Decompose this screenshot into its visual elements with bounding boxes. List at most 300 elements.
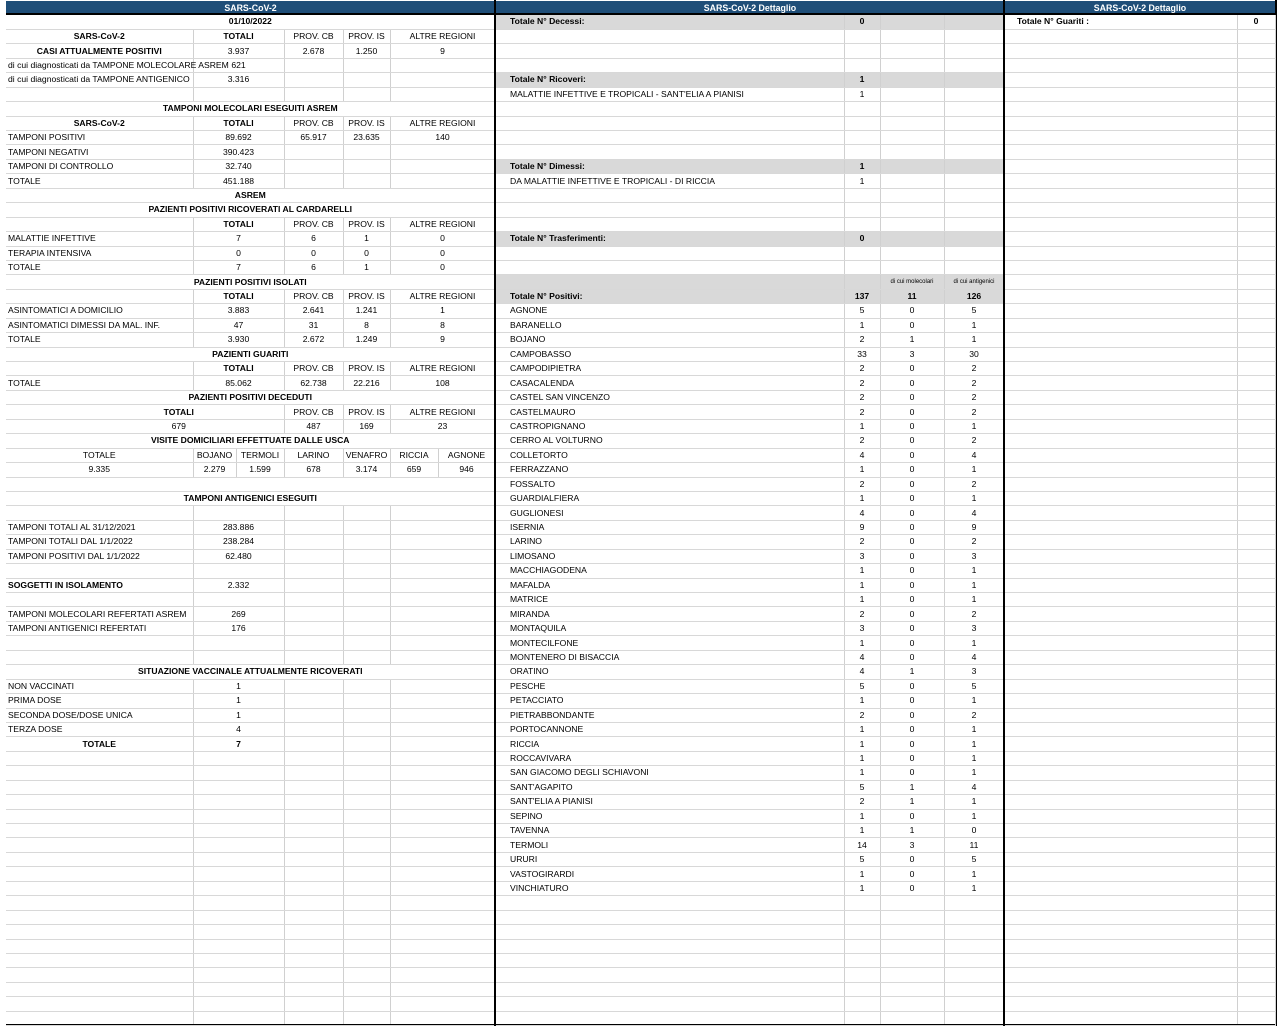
cell-value: 1.250 xyxy=(343,44,390,58)
table-row xyxy=(496,621,1004,635)
empty-row xyxy=(1005,593,1275,607)
empty-row xyxy=(1005,44,1275,58)
cell-value: 1 xyxy=(193,679,284,693)
cell-value: 0 xyxy=(880,636,944,650)
cell-value: 679 xyxy=(6,419,284,433)
empty-row xyxy=(6,939,495,953)
header-cell: ALTRE REGIONI xyxy=(390,289,495,303)
cell-value: 8 xyxy=(390,318,495,332)
empty-row xyxy=(1005,809,1275,823)
cell-value: 0 xyxy=(880,506,944,520)
cell-value: 1 xyxy=(343,260,390,274)
row-label: ASINTOMATICI A DOMICILIO xyxy=(6,304,193,318)
report-date: 01/10/2022 xyxy=(6,15,495,29)
left-title: SARS-CoV-2 xyxy=(6,1,495,15)
cell-value: 2 xyxy=(844,708,880,722)
empty-row xyxy=(6,809,495,823)
cell-value: 1 xyxy=(944,463,1004,477)
cell-value: 2 xyxy=(844,405,880,419)
cell-value: 1 xyxy=(944,636,1004,650)
cell-value: 11 xyxy=(944,838,1004,852)
header-cell: RICCIA xyxy=(390,448,438,462)
comune-name: MONTENERO DI BISACCIA xyxy=(496,650,844,664)
table-row xyxy=(496,852,1004,866)
table-row xyxy=(496,318,1004,332)
cell-value: 1 xyxy=(944,318,1004,332)
cell-value: 0 xyxy=(880,751,944,765)
cell-value: 1 xyxy=(880,665,944,679)
comune-name: TAVENNA xyxy=(496,824,844,838)
comune-name: LIMOSANO xyxy=(496,549,844,563)
cell-value: 0 xyxy=(880,362,944,376)
cell-value: 238.284 xyxy=(193,535,284,549)
cell-value: 6 xyxy=(284,232,343,246)
cell-value: 1 xyxy=(844,73,880,87)
row-label: TOTALE xyxy=(6,333,193,347)
empty-row xyxy=(1005,58,1275,72)
table-row xyxy=(496,333,1004,347)
empty-row xyxy=(1005,159,1275,173)
cell-value: 4 xyxy=(944,650,1004,664)
empty-row xyxy=(1005,362,1275,376)
empty-row xyxy=(1005,607,1275,621)
comune-name: ROCCAVIVARA xyxy=(496,751,844,765)
table-row xyxy=(496,737,1004,751)
section-title: PAZIENTI POSITIVI RICOVERATI AL CARDARELLI xyxy=(6,203,495,217)
empty-row xyxy=(6,968,495,982)
empty-row xyxy=(6,982,495,996)
cell-value: 3.930 xyxy=(193,333,284,347)
empty-row xyxy=(6,766,495,780)
cell-value: 1 xyxy=(944,881,1004,895)
cell-value: 5 xyxy=(944,852,1004,866)
empty-row xyxy=(1005,867,1275,881)
cell-value: 0 xyxy=(193,246,284,260)
cell-value: 2 xyxy=(944,434,1004,448)
comune-name: MACCHIAGODENA xyxy=(496,564,844,578)
cell-value: 9 xyxy=(390,44,495,58)
cell-value: 1 xyxy=(844,722,880,736)
cell-value: 1 xyxy=(944,737,1004,751)
table-row xyxy=(496,809,1004,823)
table-row xyxy=(496,535,1004,549)
cell-value: 1 xyxy=(844,867,880,881)
cell-value: 2.641 xyxy=(284,304,343,318)
row-label: TAMPONI NEGATIVI xyxy=(6,145,193,159)
row-label: TOTALE xyxy=(6,737,193,751)
cell-value: 0 xyxy=(390,260,495,274)
cell-value: 2 xyxy=(944,607,1004,621)
cell-value: 2.279 xyxy=(193,463,236,477)
left-table xyxy=(6,15,496,1026)
middle-panel xyxy=(496,1,1004,1025)
table-row xyxy=(496,650,1004,664)
cell-value: 1 xyxy=(844,318,880,332)
table-row xyxy=(496,679,1004,693)
empty-row xyxy=(1005,650,1275,664)
empty-row xyxy=(1005,29,1275,43)
row-label: TAMPONI TOTALI AL 31/12/2021 xyxy=(6,520,193,534)
empty-row xyxy=(1005,419,1275,433)
cell-value: 659 xyxy=(390,463,438,477)
empty-row xyxy=(1005,477,1275,491)
cell-value: 3 xyxy=(880,838,944,852)
cell-value: 0 xyxy=(880,520,944,534)
comune-name: TERMOLI xyxy=(496,838,844,852)
comune-name: VINCHIATURO xyxy=(496,881,844,895)
table-row xyxy=(496,867,1004,881)
row-label: TAMPONI POSITIVI xyxy=(6,131,193,145)
header-cell: TOTALI xyxy=(193,362,284,376)
empty-row xyxy=(1005,318,1275,332)
empty-row xyxy=(1005,564,1275,578)
cell-value: 1 xyxy=(944,419,1004,433)
comune-name: FERRAZZANO xyxy=(496,463,844,477)
cell-value: 2.678 xyxy=(284,44,343,58)
cell-value: 1 xyxy=(944,564,1004,578)
empty-row xyxy=(1005,925,1275,939)
cell-value: 2 xyxy=(944,477,1004,491)
comune-name: ORATINO xyxy=(496,665,844,679)
comune-name: PIETRABBONDANTE xyxy=(496,708,844,722)
empty-row xyxy=(6,852,495,866)
header-cell: VENAFRO xyxy=(343,448,390,462)
empty-row xyxy=(1005,968,1275,982)
empty-row xyxy=(1005,953,1275,967)
table-row xyxy=(496,362,1004,376)
cell-value: 1 xyxy=(844,809,880,823)
comune-name: MAFALDA xyxy=(496,578,844,592)
cell-value: 0 xyxy=(880,491,944,505)
right-panel xyxy=(1005,1,1275,1025)
cell-value: 0 xyxy=(880,607,944,621)
comune-name: PESCHE xyxy=(496,679,844,693)
cell-value: 0 xyxy=(880,318,944,332)
empty-row xyxy=(6,881,495,895)
empty-row xyxy=(6,795,495,809)
row-label: CASI ATTUALMENTE POSITIVI xyxy=(6,44,193,58)
row-label: NON VACCINATI xyxy=(6,679,193,693)
empty-row xyxy=(1005,679,1275,693)
table-row xyxy=(496,824,1004,838)
row-label: Totale N° Ricoveri: xyxy=(496,73,844,87)
cell-value: 1 xyxy=(944,593,1004,607)
cell-value: 0 xyxy=(880,419,944,433)
empty-row xyxy=(496,939,1004,953)
cell-value: 0 xyxy=(844,232,880,246)
sub-header-molecolari: di cui molecolari xyxy=(880,275,944,289)
cell-value: 32.740 xyxy=(193,159,284,173)
sub-header-antigenici: di cui antigenici xyxy=(944,275,1004,289)
cell-value: 2 xyxy=(944,362,1004,376)
row-label: TAMPONI DI CONTROLLO xyxy=(6,159,193,173)
cell-value: 6 xyxy=(284,260,343,274)
empty-row xyxy=(1005,463,1275,477)
empty-row xyxy=(1005,506,1275,520)
section-title: TAMPONI MOLECOLARI ESEGUITI ASREM xyxy=(6,102,495,116)
header-cell: PROV. IS xyxy=(343,362,390,376)
cell-value: 9.335 xyxy=(6,463,193,477)
comune-name: PETACCIATO xyxy=(496,694,844,708)
cell-value: 0 xyxy=(343,246,390,260)
cell-value: 0 xyxy=(880,679,944,693)
cell-value: 0 xyxy=(390,232,495,246)
section-title: ASREM xyxy=(6,188,495,202)
header-cell: LARINO xyxy=(284,448,343,462)
row-label: TAMPONI POSITIVI DAL 1/1/2022 xyxy=(6,549,193,563)
header-cell: ALTRE REGIONI xyxy=(390,362,495,376)
cell-value: 1 xyxy=(844,419,880,433)
section-title: SITUAZIONE VACCINALE ATTUALMENTE RICOVERATI xyxy=(6,665,495,679)
table-row xyxy=(496,347,1004,361)
cell-value: 0 xyxy=(844,15,880,29)
empty-row xyxy=(6,953,495,967)
cell-value: 1 xyxy=(944,333,1004,347)
cell-value: 22.216 xyxy=(343,376,390,390)
cell-value: 65.917 xyxy=(284,131,343,145)
cell-value: 487 xyxy=(284,419,343,433)
empty-row xyxy=(1005,939,1275,953)
cell-value: 1 xyxy=(844,737,880,751)
table-row xyxy=(496,520,1004,534)
cell-value: 2 xyxy=(844,795,880,809)
row-label: TOTALE xyxy=(6,376,193,390)
empty-row xyxy=(496,982,1004,996)
empty-row xyxy=(1005,896,1275,910)
table-row xyxy=(496,694,1004,708)
comune-name: COLLETORTO xyxy=(496,448,844,462)
cell-value: 2 xyxy=(844,362,880,376)
cell-value: 126 xyxy=(944,289,1004,303)
table-row xyxy=(496,578,1004,592)
empty-row xyxy=(496,1011,1004,1025)
empty-row xyxy=(1005,578,1275,592)
empty-row xyxy=(1005,852,1275,866)
table-row xyxy=(496,491,1004,505)
header-cell: PROV. CB xyxy=(284,362,343,376)
header-cell: TOTALI xyxy=(193,289,284,303)
section-title: VISITE DOMICILIARI EFFETTUATE DALLE USCA xyxy=(6,434,495,448)
cell-value: 5 xyxy=(844,679,880,693)
header-cell: SARS-CoV-2 xyxy=(6,29,193,43)
cell-value: 0 xyxy=(880,564,944,578)
middle-title: SARS-CoV-2 Dettaglio xyxy=(496,1,1004,15)
cell-value: 14 xyxy=(844,838,880,852)
cell-value: 1 xyxy=(343,232,390,246)
row-label: PRIMA DOSE xyxy=(6,694,193,708)
cell-value: 9 xyxy=(844,520,880,534)
cell-value: 1 xyxy=(844,463,880,477)
section-title: TAMPONI ANTIGENICI ESEGUITI xyxy=(6,491,495,505)
empty-row xyxy=(1005,448,1275,462)
empty-row xyxy=(1005,87,1275,101)
table-row xyxy=(496,766,1004,780)
row-label: TERZA DOSE xyxy=(6,722,193,736)
empty-row xyxy=(1005,246,1275,260)
cell-value: 0 xyxy=(880,405,944,419)
cell-value: 2 xyxy=(844,376,880,390)
cell-value: 0 xyxy=(1237,15,1275,29)
empty-row xyxy=(6,867,495,881)
cell-value: 0 xyxy=(880,809,944,823)
cell-value: 2 xyxy=(944,535,1004,549)
row-label: TAMPONI ANTIGENICI REFERTATI xyxy=(6,621,193,635)
comune-name: GUARDIALFIERA xyxy=(496,491,844,505)
table-row xyxy=(496,549,1004,563)
comune-name: FOSSALTO xyxy=(496,477,844,491)
empty-row xyxy=(6,824,495,838)
cell-value: 0 xyxy=(880,867,944,881)
cell-value: 1 xyxy=(944,867,1004,881)
header-cell: BOJANO xyxy=(193,448,236,462)
row-label: TERAPIA INTENSIVA xyxy=(6,246,193,260)
table-row xyxy=(496,477,1004,491)
cell-value: 678 xyxy=(284,463,343,477)
header-cell: TOTALI xyxy=(193,116,284,130)
cell-value: 1 xyxy=(880,780,944,794)
cell-value: 1 xyxy=(844,578,880,592)
cell-value: 283.886 xyxy=(193,520,284,534)
empty-row xyxy=(1005,333,1275,347)
cell-value: 1.249 xyxy=(343,333,390,347)
cell-value: 1 xyxy=(944,578,1004,592)
table-row xyxy=(496,665,1004,679)
header-cell: PROV. IS xyxy=(343,217,390,231)
empty-row xyxy=(1005,405,1275,419)
comune-name: CASTELMAURO xyxy=(496,405,844,419)
cell-value: 2 xyxy=(844,477,880,491)
empty-row xyxy=(6,896,495,910)
cell-value: 0 xyxy=(880,549,944,563)
empty-row xyxy=(1005,838,1275,852)
cell-value: 3 xyxy=(880,347,944,361)
empty-row xyxy=(1005,145,1275,159)
comune-name: BARANELLO xyxy=(496,318,844,332)
cell-value: 176 xyxy=(193,621,284,635)
empty-row xyxy=(1005,434,1275,448)
row-label: MALATTIE INFETTIVE xyxy=(6,232,193,246)
comune-name: RICCIA xyxy=(496,737,844,751)
cell-value: 451.188 xyxy=(193,174,284,188)
table-row xyxy=(496,722,1004,736)
empty-row xyxy=(1005,766,1275,780)
table-row xyxy=(496,708,1004,722)
empty-row xyxy=(1005,116,1275,130)
empty-row xyxy=(1005,347,1275,361)
empty-row xyxy=(1005,520,1275,534)
header-cell: TOTALI xyxy=(193,217,284,231)
table-row xyxy=(496,636,1004,650)
empty-row xyxy=(1005,621,1275,635)
table-row xyxy=(496,751,1004,765)
cell-value: 2 xyxy=(944,376,1004,390)
cell-value: 2 xyxy=(944,390,1004,404)
cell-value: 3.316 xyxy=(193,73,284,87)
cell-value: 62.480 xyxy=(193,549,284,563)
empty-row xyxy=(1005,824,1275,838)
cell-value: 0 xyxy=(880,463,944,477)
header-cell: SARS-CoV-2 xyxy=(6,116,193,130)
empty-row xyxy=(1005,232,1275,246)
cell-value: 1 xyxy=(880,795,944,809)
cell-value: 1 xyxy=(844,564,880,578)
comune-name: MIRANDA xyxy=(496,607,844,621)
header-cell: PROV. CB xyxy=(284,217,343,231)
cell-value: 1 xyxy=(844,174,880,188)
table-row xyxy=(496,795,1004,809)
cell-value: 946 xyxy=(438,463,495,477)
cell-value: 7 xyxy=(193,260,284,274)
cell-value: 0 xyxy=(880,708,944,722)
guariti-table xyxy=(1005,15,1276,1026)
cell-value: 2 xyxy=(844,535,880,549)
empty-row xyxy=(1005,491,1275,505)
empty-row xyxy=(1005,636,1275,650)
cell-value: 5 xyxy=(844,780,880,794)
header-cell: AGNONE xyxy=(438,448,495,462)
empty-row xyxy=(1005,275,1275,289)
row-label: Totale N° Positivi: xyxy=(496,289,844,303)
cell-value: 1 xyxy=(390,304,495,318)
empty-row xyxy=(1005,722,1275,736)
cell-value: 1 xyxy=(944,809,1004,823)
cell-value: 11 xyxy=(880,289,944,303)
cell-value: 1 xyxy=(844,881,880,895)
comune-name: CAMPODIPIETRA xyxy=(496,362,844,376)
cell-value: 108 xyxy=(390,376,495,390)
row-label: SECONDA DOSE/DOSE UNICA xyxy=(6,708,193,722)
empty-row xyxy=(1005,102,1275,116)
comune-name: VASTOGIRARDI xyxy=(496,867,844,881)
cell-value: 0 xyxy=(880,535,944,549)
cell-value: 4 xyxy=(844,650,880,664)
cell-value: 0 xyxy=(880,448,944,462)
row-label: Totale N° Dimessi: xyxy=(496,159,844,173)
empty-row xyxy=(6,910,495,924)
table-row xyxy=(496,376,1004,390)
cell-value: 0 xyxy=(880,881,944,895)
cell-value: 1 xyxy=(944,766,1004,780)
cell-value: 137 xyxy=(844,289,880,303)
cell-value: 1 xyxy=(844,159,880,173)
cell-value: 1 xyxy=(844,766,880,780)
cell-value: 0 xyxy=(880,593,944,607)
cell-value: 3.937 xyxy=(193,44,284,58)
empty-row xyxy=(1005,73,1275,87)
header-cell: PROV. CB xyxy=(284,289,343,303)
right-title: SARS-CoV-2 Dettaglio xyxy=(1005,1,1275,15)
cell-value: 269 xyxy=(193,607,284,621)
row-label: Totale N° Trasferimenti: xyxy=(496,232,844,246)
comune-name: LARINO xyxy=(496,535,844,549)
cell-value: 1.241 xyxy=(343,304,390,318)
table-row xyxy=(496,607,1004,621)
cell-value: 0 xyxy=(390,246,495,260)
empty-row xyxy=(1005,217,1275,231)
cell-value: 0 xyxy=(880,694,944,708)
table-row xyxy=(496,506,1004,520)
empty-row xyxy=(6,780,495,794)
cell-value: 3.883 xyxy=(193,304,284,318)
table-row xyxy=(496,405,1004,419)
empty-row xyxy=(1005,174,1275,188)
empty-row xyxy=(1005,260,1275,274)
cell-value: 2.332 xyxy=(193,578,284,592)
empty-row xyxy=(6,751,495,765)
cell-value: 3 xyxy=(844,549,880,563)
row-label: TAMPONI TOTALI DAL 1/1/2022 xyxy=(6,535,193,549)
cell-value: 3 xyxy=(944,549,1004,563)
